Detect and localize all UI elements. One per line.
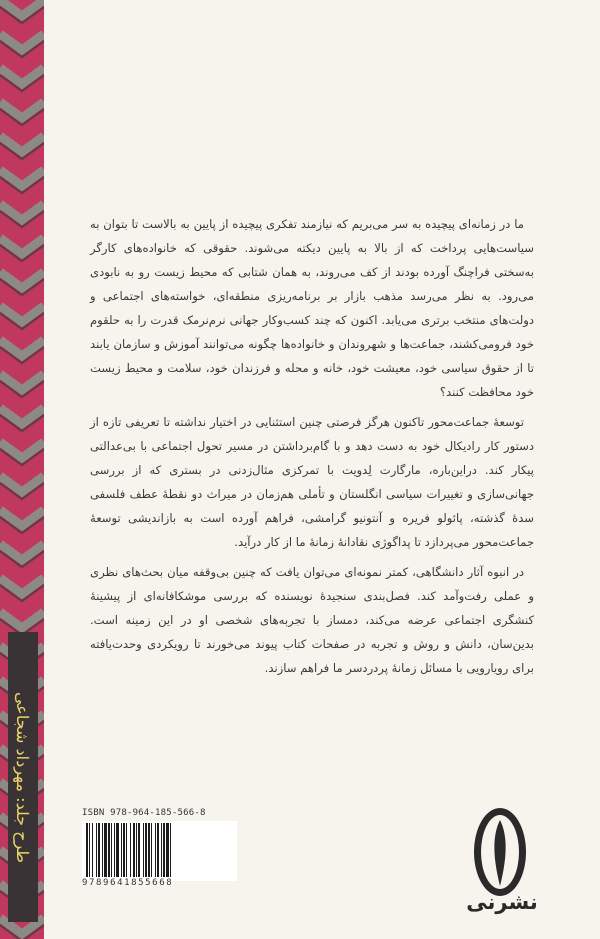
blurb-paragraph-1: ما در زمانه‌ای پیچیده به سر می‌بریم که نیازمند تفکری پیچیده از پایین به بالاست تا بتوان به سیاست‌هایی پرداخت که از بالا به پایین دیکته می‌شوند. حقوقی که خانواده‌های کارگر به‌سختی فراچنگ آورده بودند از کف می‌روند، به همان شتابی که محیط زیست رو به نابودی می‌رود. به نظر می‌رسد مذهب بازار بر برنامه‌ریزی منطقه‌ای، خواسته‌های اجتماعی و دولت‌های منتخب برتری می‌یابد. اکنون که چند کسب‌وکار جهانی نرم‌نرمک قدرت را به حلقوم خود فرومی‌کشند، جماعت‌ها و شهروندان و خانواده‌ها چگونه می‌توانند آموزش و سازمان یابند تا از حقوق سیاسی خود، معیشت خود، خانه و محله و فرزندان خود، سلامت و محیط زیست خود محافظت کنند؟ [90, 217, 534, 399]
isbn-label: ISBN 978-964-185-566-8 [82, 808, 206, 818]
blurb-paragraph-3: در انبوه آثار دانشگاهی، کمتر نمونه‌ای می‌توان یافت که چنین بی‌وقفه میان بحث‌های نظری و عملی رفت‌وآمد کند. فصل‌بندی سنجیدهٔ نویسنده که بررسی موشکافانه‌ای از پیشینهٔ کنشگری اجتماعی عرضه می‌کند، دمساز با تجربه‌های شخصی او در این زمینه است. بدین‌سان، دانش و روش و تجربه در صفحات کتاب پیوند می‌خورند تا رویکردی وحدت‌یافته برای رویارویی با مسائل زمانهٔ پردردسر ما فراهم سازند. [90, 565, 534, 675]
barcode-bars-icon [82, 821, 237, 879]
barcode-block [82, 808, 237, 890]
blurb-paragraph-2: توسعهٔ جماعت‌محور تاکنون هرگز فرصتی چنین استثنایی در اختیار نداشته تا تعریفی تازه از دستور کار رادیکال خود به دست دهد و با گام‌برداشتن در مسیر تحول اجتماعی با بی‌عدالتی پیکار کند. دراین‌باره، مارگارت لِدویت با تمرکزی مثال‌زدنی در بستری که از بررسی جهانی‌سازی و تغییرات سیاسی انگلستان و تأملی هم‌زمان در میراث دو نقطهٔ عطف فلسفی سدهٔ گذشته، پائولو فریره و آنتونیو گرامشی، فراهم آورده است به بازاندیشی توسعهٔ جماعت‌محور می‌پردازد تا پداگوژی نقادانهٔ زمانهٔ ما از کار درآید. [90, 415, 534, 549]
barcode-digits: 9789641855668 [82, 878, 174, 888]
barcode [82, 821, 237, 881]
blurb-text [90, 212, 534, 686]
spine-credit-box [8, 635, 38, 920]
publisher-name: نشرنی [466, 890, 538, 914]
spine-credit-text: طرح جلد: مهرداد شجاعی [13, 691, 33, 864]
decorative-spine-strip [0, 0, 44, 939]
